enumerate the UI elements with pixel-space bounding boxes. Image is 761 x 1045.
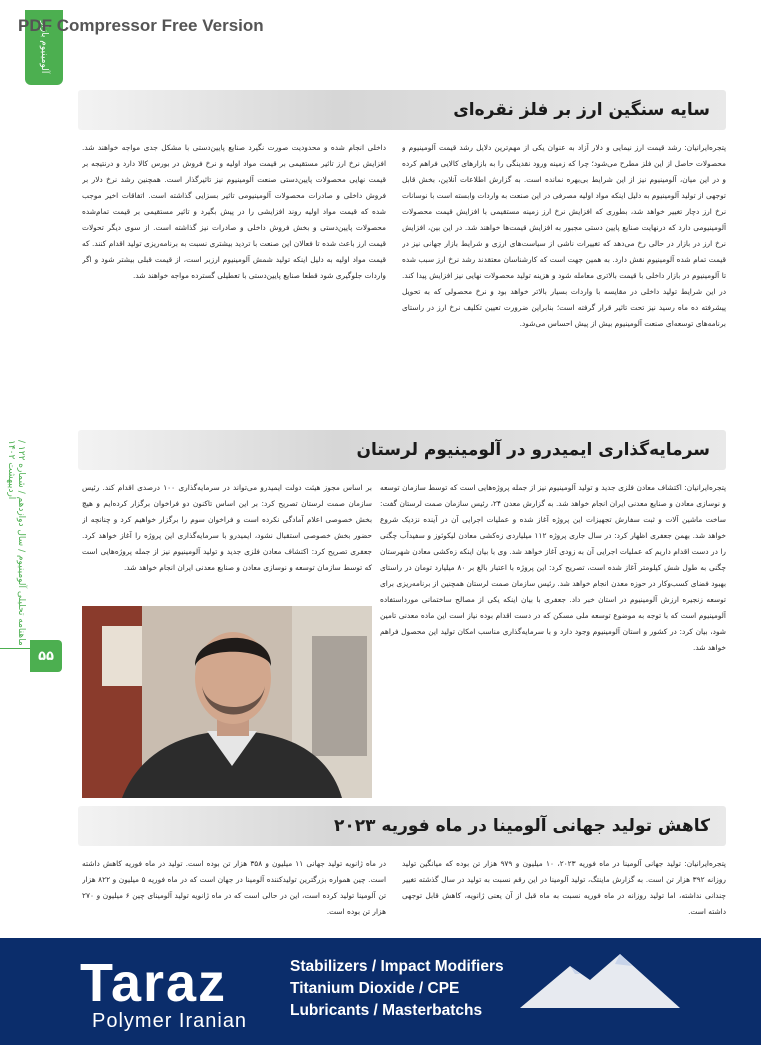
portrait-illustration bbox=[82, 606, 372, 798]
page-number: ۵۵ bbox=[30, 640, 62, 672]
article-2-right-text: پتجره‌ایرانیان: اکتشاف معادن فلزی جدید و تولید آلومینیوم نیز از جمله پروژه‌هایی است که توسط سازمان توسعه و نوسازی معادن و صنایع معدنی ایران انجام خواهد شد. به گزارش معدن ۲۴، رئیس سازمان صمت لرستان گفت: ساخت ماشین آلات و ثبت سفارش تجهیزات این پروژه آغاز شده و عملیات اجرایی آن در آینده نزدیک شروع خواهد شد. بهمن جعفری اظهار کرد: در سال جاری پروژه ۱۱۲ میلیاردی زه‌کشی معادن لیکوئوز و سفیدآب چگنی را در دست اقدام داریم که عملیات اجرایی آن به زودی آغاز خواهد شد. وی با بیان اینکه زه‌کشی معادن شهرستان چگنی به طول شش کیلومتر آغاز شده است، تصریح کرد: این پروژه با اعتبار بالغ بر ۸۰ میلیارد تومان در راستای بهبود فضای کسب‌وکار در حوزه معدن انجام خواهد شد. رئیس سازمان صمت لرستان همچنین از برنامه‌ریزی برای توسعه زنجیره ارزش آلومینیوم در استان خبر داد. جعفری با بیان اینکه یکی از مصالح ساختمانی مورداستفاده آلومینیوم است که با توجه به موضوع توسعه ملی مسکن که در دست اقدام بوده نیاز است این ماده معدنی تامین شود، بیان کرد: در کشور و استان آلومینیوم وجود دارد و با سرمایه‌گذاری مناسب امکان تولید این محصول فراهم خواهد شد. bbox=[380, 483, 726, 652]
article-2-title: سرمایه‌گذاری ایمیدرو در آلومینیوم لرستان bbox=[356, 440, 710, 460]
side-divider bbox=[0, 648, 30, 649]
ad-product-list bbox=[290, 956, 504, 1022]
article-1-title: سایه سنگین ارز بر فلز نقره‌ای bbox=[453, 100, 710, 120]
article-1-right-column bbox=[402, 140, 726, 418]
article-1-left-column bbox=[82, 140, 386, 418]
watermark: PDF Compressor Free Version bbox=[18, 16, 264, 35]
article-3-right-text: پتجره‌ایرانیان: تولید جهانی آلومینا در ماه فوریه ۲۰۲۳، ۱۰ میلیون و ۹۷۹ هزار تن بوده که میانگین تولید روزانه ۳۹۲ هزار تن است. به گزارش ماینتگ، تولید آلومینا در این رقم نسبت به تولید در سال گذشته تغییر چندانی نداشته، اما تولید روزانه در ماه فوریه نسبت به ماه قبل از آن یعنی ژانویه، کاهش قابل توجهی داشته است. bbox=[402, 859, 726, 916]
ad-line-1: Stabilizers / Impact Modifiers bbox=[290, 958, 504, 975]
article-2-left-text: بر اساس مجوز هیئت دولت ایمیدرو می‌تواند در سرمایه‌گذاری ۱۰۰ درصدی اقدام کند. رئیس سازمان صمت لرستان تصریح کرد: بر این اساس تاکنون دو فراخوان برگزار کرده‌ایم و هیچ بخش خصوصی اعلام آمادگی نکرده است و فراخوان سوم را برگزار خواهیم کرد و چنانچه از حضور بخش خصوصی استقبال نشود، ایمیدرو با سرمایه‌گذاری این پروژه را آغاز خواهد کرد. جعفری تصریح کرد: اکتشاف معادن فلزی جدید و تولید آلومینیوم نیز از جمله پروژه‌هایی است که توسط سازمان توسعه و نوسازی معادن و صنایع معدنی ایران انجام خواهد شد. bbox=[82, 483, 372, 572]
article-1-header bbox=[78, 90, 726, 130]
article-2-left-column bbox=[82, 480, 372, 602]
article-3-header bbox=[78, 806, 726, 846]
article-3-left-text: در ماه ژانویه تولید جهانی ۱۱ میلیون و ۳۵۸ هزار تن بوده است. تولید در ماه فوریه کاهش داشته است. چین همواره بزرگترین تولیدکننده آلومینا در جهان است که در ماه فوریه ۵ میلیون و ۸۲۲ هزار تن آلومینا تولید کرده است، این در حالی است که در ماه ژانویه تولید آلومینای چین ۶ میلیون و ۲۷۰ هزار تن بوده است. bbox=[82, 859, 386, 916]
article-3-right-column bbox=[402, 856, 726, 936]
section-tab-label: آلومینیوم بازار bbox=[39, 21, 49, 74]
article-2-right-column bbox=[380, 480, 726, 802]
advertisement-banner[interactable] bbox=[0, 938, 761, 1045]
article-1-left-text: داخلی انجام شده و محدودیت صورت نگیرد صنایع پایین‌دستی با مشکل جدی مواجه خواهند شد. افزایش نرخ ارز تاثیر مستقیمی بر قیمت مواد اولیه و نرخ فروش در بورس کالا دارد و درنتیجه بر قیمت نهایی محصولات پایین‌دستی صنعت آلومینیوم نیز تاثیرگذار است. همچنین رشد نرخ دلار بر فروش داخلی و صادرات محصولات آلومینیومی تاثیر بسزایی گذاشته است. اتفاقات اخیر موجب شده که قیمت مواد اولیه روند افزایشی را در پیش بگیرد و تاثیر مستقیمی بر قیمت تمام‌شده محصولات پایین‌دستی و بخش فروش داخلی و صادرات نیز گذاشته است. از سوی دیگر تحولات قیمت ارز باعث شده تا فعالان این صنعت با تردید بیشتری نسبت به برنامه‌ریزی تولید اقدام کنند. که قیمت مواد اولیه به دلیل اینکه تولید شمش آلومینیوم ارزبر است، از قیمت قبلی بیشتر شود و اگر واردات جلوگیری شود قطعا صنایع پایین‌دستی با تعطیلی گسترده مواجه خواهند شد. bbox=[82, 143, 386, 280]
article-2-header bbox=[78, 430, 726, 470]
article-1-right-text: پتجره‌ایرانیان: رشد قیمت ارز نیمایی و دلار آزاد به عنوان یکی از مهم‌ترین دلایل رشد قیمت آلومینیوم و محصولات حاصل از این فلز مطرح می‌شود؛ چرا که زمینه ورود نقدینگی را به بازارهای کالایی فراهم کرده و در این میان، آلومینیوم نیز از این شرایط بی‌بهره نمانده است. به گزارش اطلاعات آنلاین، بخش قابل توجهی از تولید آلومینیوم به دلیل اینکه مواد اولیه مصرفی در این صنعت به واردات وابسته است با نوسانات نرخ ارز دچار تغییر خواهد شد، بطوری که افزایش نرخ ارز زمینه مستقیمی با افزایش قیمت محصولات آلومینیومی دارد که درنهایت صنایع پایین دستی مجبور به افزایش قیمت‌ها خواهند شد. در این بین، افزایش نرخ ارز در بازار در حالی رخ می‌دهد که تغییرات ناشی از سیاست‌های ارزی و شرایط بازار جهانی نیز در قیمت تمام شده آلومینیوم نقش دارد. به همین جهت است که کارشناسان معتقدند رشد نرخ ارز سبب شده تا آلومینیوم در بازار داخلی با قیمت بالاتری معامله شود و هزینه تولید محصولات نهایی نیز افزایش پیدا کند. در این شرایط تولید داخلی در مقایسه با واردات بسیار بالاتر خواهد بود و نرخ محصولی که به تحویل پیشرفته ده ماه رسید نیز تحت تاثیر قرار گرفته است؛ بنابراین ضرورت تعیین تکلیف نرخ ارز در راستای برنامه‌های توسعه‌ای صنعت آلومینیوم بیش از پیش احساس می‌شود. bbox=[402, 143, 726, 328]
ad-line-2: Titanium Dioxide / CPE bbox=[290, 980, 460, 997]
article-3-title: کاهش تولید جهانی آلومینا در ماه فوریه ۲۰۲۳ bbox=[333, 816, 710, 836]
portrait-photo bbox=[82, 606, 372, 798]
article-3-left-column bbox=[82, 856, 386, 936]
ad-line-3: Lubricants / Masterbatchs bbox=[290, 1002, 483, 1019]
ad-logo: Taraz bbox=[80, 953, 228, 1013]
ad-subtitle: Polymer Iranian bbox=[92, 1010, 248, 1032]
magazine-issue-info: ماهنامه تحلیلی آلومینیوم / سال دوازدهم / شماره ۱۲۲ / اردیبهشت ۱۴۰۲ bbox=[6, 440, 26, 646]
mountain-icon bbox=[520, 948, 680, 1008]
